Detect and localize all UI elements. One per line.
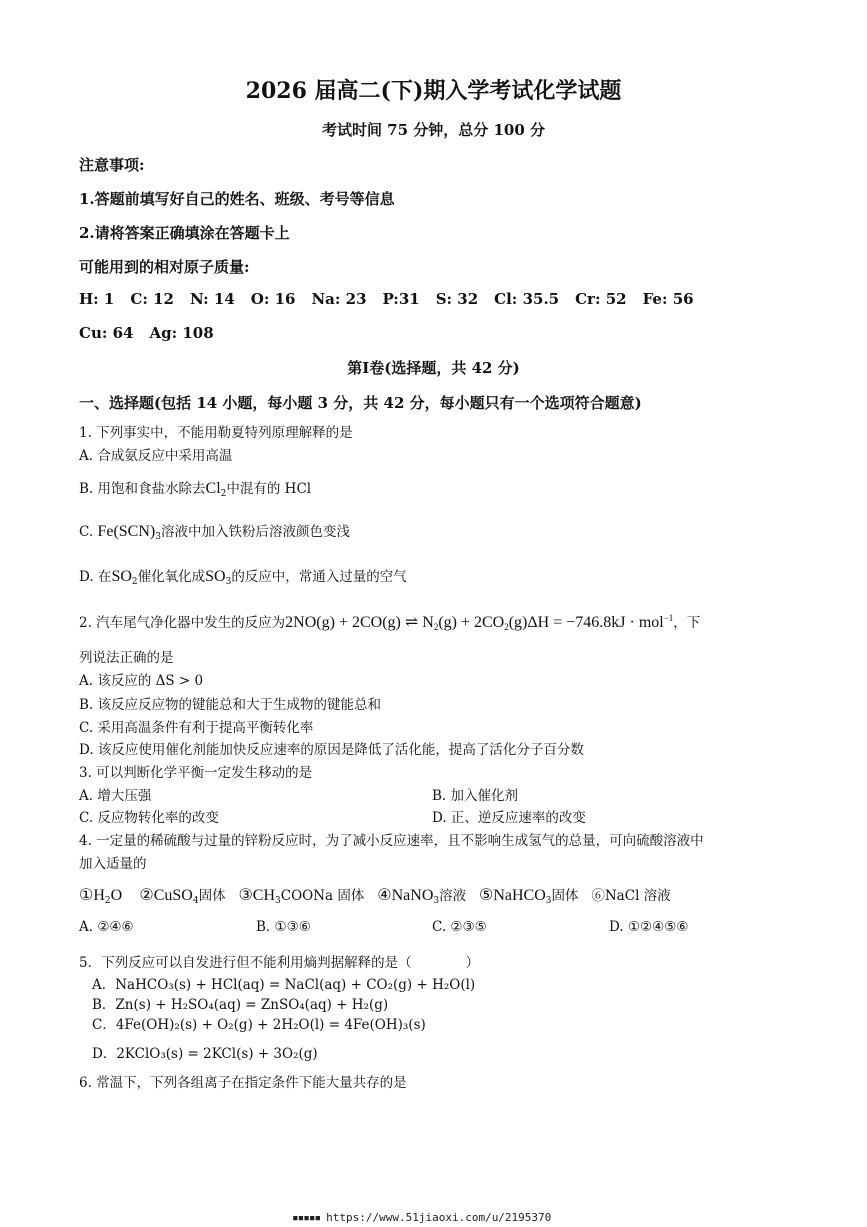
atomic-mass-line-2	[79, 324, 230, 342]
q1-option-a: A. 合成氨反应中采用高温	[79, 448, 233, 464]
q5-option-d: D．2KClO₃(s) = 2KCl(s) + 3O₂(g)	[92, 1046, 318, 1062]
atomic-mass-p: P:31	[382, 290, 420, 308]
q2-option-a: A. 该反应的 ΔS > 0	[79, 673, 204, 689]
q2-option-b: B. 该反应反应物的键能总和大于生成物的键能总和	[79, 697, 382, 713]
q4-item-6: ⑥NaCl 溶液	[591, 888, 671, 904]
atomic-mass-heading: 可能用到的相对原子质量:	[79, 258, 250, 276]
atomic-mass-c: C: 12	[130, 290, 174, 308]
q5-option-b: B．Zn(s) + H₂SO₄(aq) = ZnSO₄(aq) + H₂(g)	[92, 997, 389, 1013]
page-title: 2026 届高二(下)期入学考试化学试题	[245, 78, 622, 104]
q3-option-a: A. 增大压强	[79, 788, 152, 804]
atomic-mass-cl: Cl: 35.5	[494, 290, 560, 308]
q2-option-d: D. 该反应使用催化剂能加快反应速率的原因是降低了活化能，提高了活化分子百分数	[79, 742, 584, 758]
footer-watermark	[292, 1211, 551, 1224]
q4-item-5: ⑤NaHCO$_3$固体	[478, 887, 579, 906]
atomic-mass-o: O: 16	[250, 290, 296, 308]
footer-dots: ▪▪▪▪▪	[292, 1211, 321, 1224]
atomic-mass-fe: Fe: 56	[642, 290, 694, 308]
notes-item-1: 1.答题前填写好自己的姓名、班级、考号等信息	[79, 190, 395, 208]
q4-stem-line-1: 4. 一定量的稀硫酸与过量的锌粉反应时，为了减小反应速率，且不影响生成氢气的总量，可向硫酸溶液中	[79, 833, 704, 849]
exam-duration: 考试时间 75 分钟，总分 100 分	[321, 121, 546, 139]
q3-stem: 3. 可以判断化学平衡一定发生移动的是	[79, 765, 313, 781]
q4-item-3: $③CH_3COONa$ 固体	[238, 887, 365, 906]
q5-option-c: C．4Fe(OH)₂(s) + O₂(g) + 2H₂O(l) = 4Fe(OH)₃(s)	[92, 1017, 426, 1033]
q6-stem: 6. 常温下，下列各组离子在指定条件下能大量共存的是	[79, 1075, 407, 1091]
q4-item-2: ②CuSO$_4$固体	[139, 887, 226, 906]
notes-item-2: 2.请将答案正确填涂在答题卡上	[79, 224, 290, 242]
atomic-mass-ag: Ag: 108	[149, 324, 214, 342]
footer-url[interactable]: https://www.51jiaoxi.com/u/2195370	[326, 1211, 552, 1224]
section-title: 第Ⅰ卷(选择题，共 42 分)	[347, 359, 520, 377]
q2-stem-line-2: 列说法正确的是	[79, 650, 174, 666]
q5-option-a: A．NaHCO₃(s) + HCl(aq) = NaCl(aq) + CO₂(g) + H₂O(l)	[92, 977, 476, 993]
atomic-mass-na: Na: 23	[311, 290, 367, 308]
q4-option-d: D. ①②④⑤⑥	[609, 919, 689, 935]
atomic-mass-cu: Cu: 64	[79, 324, 134, 342]
atomic-mass-s: S: 32	[435, 290, 479, 308]
q3-option-b: B. 加入催化剂	[432, 788, 519, 804]
q2-stem: 2. 汽车尾气净化器中发生的反应为2NO(g) + 2CO(g) ⇌ $N_2(g) + 2CO_2(g)\Delta H = -746.8kJ \cdot mol^{-1}$，下	[79, 613, 701, 632]
q4-option-c: C. ②③⑤	[432, 919, 487, 935]
q1-option-d: D. 在$SO_2$催化氧化成$SO_3$的反应中，常通入过量的空气	[79, 568, 407, 587]
q4-item-1: $①H_2O$	[79, 887, 123, 906]
q3-option-c: C. 反应物转化率的改变	[79, 810, 219, 826]
q4-option-a: A. ②④⑥	[79, 919, 134, 935]
atomic-mass-h: H: 1	[79, 290, 115, 308]
q2-equation: 2NO(g) + 2CO(g) ⇌ $N_2(g) + 2CO_2(g)\Delta H = -746.8kJ \cdot mol^{-1}$	[285, 613, 674, 632]
q5-stem: 5．下列反应可以自发进行但不能利用熵判据解释的是（ ）	[79, 955, 480, 971]
q1-option-c: C. $Fe(SCN)_3$溶液中加入铁粉后溶液颜色变浅	[79, 523, 350, 542]
q4-option-b: B. ①③⑥	[256, 919, 311, 935]
section-instruction: 一、选择题(包括 14 小题，每小题 3 分，共 42 分，每小题只有一个选项符合题意)	[79, 394, 642, 412]
q4-items	[79, 884, 671, 906]
q1-option-b: B. 用饱和食盐水除去$Cl_2$中混有的 HCl	[79, 480, 312, 499]
atomic-mass-cr: Cr: 52	[575, 290, 627, 308]
q3-option-d: D. 正、逆反应速率的改变	[432, 810, 586, 826]
notes-heading: 注意事项:	[79, 156, 145, 174]
q4-item-4: ④NaNO$_3$溶液	[377, 887, 467, 906]
q2-option-c: C. 采用高温条件有利于提高平衡转化率	[79, 720, 314, 736]
q1-stem: 1. 下列事实中，不能用勒夏特列原理解释的是	[79, 425, 353, 441]
atomic-mass-line-1	[79, 290, 710, 308]
q4-stem-line-2: 加入适量的	[79, 856, 147, 872]
atomic-mass-n: N: 14	[189, 290, 235, 308]
